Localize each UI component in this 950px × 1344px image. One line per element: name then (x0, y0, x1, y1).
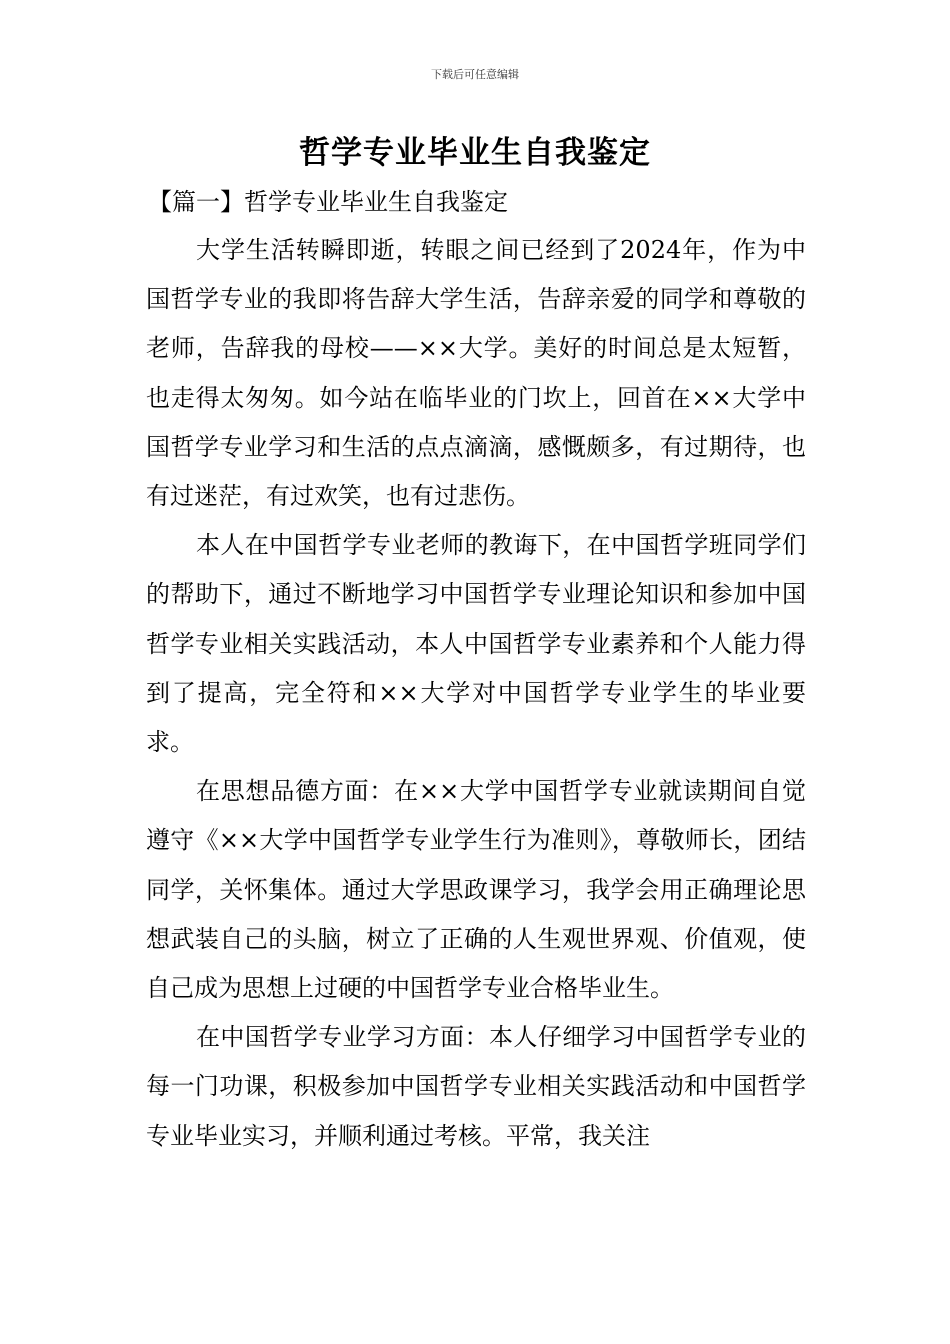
paragraph: 大学生活转瞬即逝，转眼之间已经到了2024年，作为中国哲学专业的我即将告辞大学生活，告辞亲爱的同学和尊敬的老师，告辞我的母校——××大学。美好的时间总是太短暂，也走得太匆匆。如今站在临毕业的门坎上，回首在××大学中国哲学专业学习和生活的点点滴滴，感慨颇多，有过期待，也有过迷茫，有过欢笑，也有过悲伤。 (146, 236, 806, 511)
paragraph: 本人在中国哲学专业老师的教诲下，在中国哲学班同学们的帮助下，通过不断地学习中国哲学专业理论知识和参加中国哲学专业相关实践活动，本人中国哲学专业素养和个人能力得到了提高，完全符和××大学对中国哲学专业学生的毕业要求。 (146, 531, 806, 757)
header-note: 下载后可任意编辑 (431, 68, 519, 81)
paragraph: 在思想品德方面：在××大学中国哲学专业就读期间自觉遵守《××大学中国哲学专业学生行为准则》，尊敬师长，团结同学，关怀集体。通过大学思政课学习，我学会用正确理论思想武装自己的头脑，树立了正确的人生观世界观、价值观，使自己成为思想上过硬的中国哲学专业合格毕业生。 (146, 777, 806, 1003)
section-heading: 【篇一】哲学专业毕业生自我鉴定 (148, 188, 508, 216)
document-title: 哲学专业毕业生自我鉴定 (299, 135, 651, 171)
document-body (146, 226, 806, 1161)
paragraph: 在中国哲学专业学习方面：本人仔细学习中国哲学专业的每一门功课，积极参加中国哲学专业相关实践活动和中国哲学专业毕业实习，并顺利通过考核。平常，我关注 (146, 1023, 806, 1150)
